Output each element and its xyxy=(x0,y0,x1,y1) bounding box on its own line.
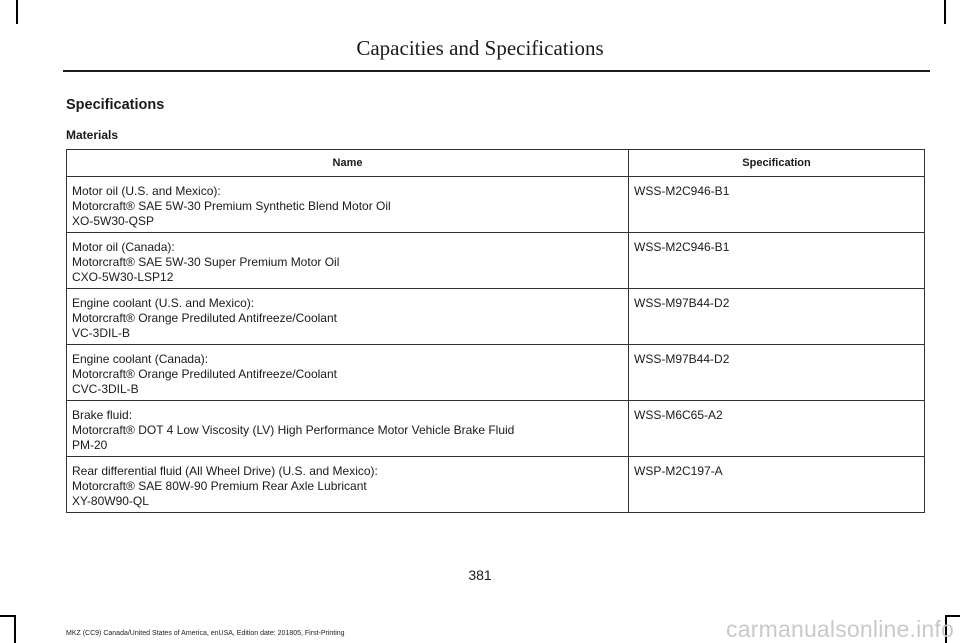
name-line: Motor oil (Canada): xyxy=(72,240,175,254)
name-line: CXO-5W30-LSP12 xyxy=(72,270,174,284)
name-line: XY-80W90-QL xyxy=(72,494,149,508)
specification-cell: WSS-M2C946-B1 xyxy=(629,233,925,289)
name-line: CVC-3DIL-B xyxy=(72,382,139,396)
name-line: VC-3DIL-B xyxy=(72,326,131,340)
name-cell xyxy=(67,233,629,289)
crop-mark-top-left xyxy=(16,0,18,24)
table-row xyxy=(67,345,925,401)
name-line: Engine coolant (U.S. and Mexico): xyxy=(72,296,255,310)
name-line: Brake fluid: xyxy=(72,408,133,422)
specification-cell: WSS-M97B44-D2 xyxy=(629,345,925,401)
table-row xyxy=(67,401,925,457)
name-line: Engine coolant (Canada): xyxy=(72,352,209,366)
name-line: Motor oil (U.S. and Mexico): xyxy=(72,184,221,198)
name-cell xyxy=(67,345,629,401)
crop-mark-top-right xyxy=(944,0,946,24)
name-cell xyxy=(67,289,629,345)
table-header-row xyxy=(67,150,925,177)
crop-mark-bottom-left-vertical xyxy=(14,615,16,643)
table-row xyxy=(67,177,925,233)
name-cell xyxy=(67,401,629,457)
column-header-name: Name xyxy=(67,150,629,177)
name-line: Motorcraft® Orange Prediluted Antifreeze/Coolant xyxy=(72,311,337,325)
name-cell xyxy=(67,177,629,233)
name-line: Motorcraft® SAE 5W-30 Super Premium Motor Oil xyxy=(72,255,340,269)
name-line: Motorcraft® Orange Prediluted Antifreeze/Coolant xyxy=(72,367,337,381)
specification-cell: WSS-M2C946-B1 xyxy=(629,177,925,233)
watermark-text: carmanualsonline.info xyxy=(726,616,954,642)
column-header-specification: Specification xyxy=(629,150,925,177)
table-row xyxy=(67,233,925,289)
name-line: Motorcraft® SAE 80W-90 Premium Rear Axle Lubricant xyxy=(72,479,367,493)
footer-edition-text: MKZ (CC9) Canada/United States of America, enUSA, Edition date: 201805, First-Printing xyxy=(66,630,345,637)
specification-cell: WSP-M2C197-A xyxy=(629,457,925,513)
name-line: Motorcraft® DOT 4 Low Viscosity (LV) High Performance Motor Vehicle Brake Fluid xyxy=(72,423,515,437)
specification-cell: WSS-M6C65-A2 xyxy=(629,401,925,457)
name-line: XO-5W30-QSP xyxy=(72,214,155,228)
name-line: Rear differential fluid (All Wheel Drive) (U.S. and Mexico): xyxy=(72,464,378,478)
chapter-title: Capacities and Specifications xyxy=(356,36,604,60)
specification-cell: WSS-M97B44-D2 xyxy=(629,289,925,345)
page-number: 381 xyxy=(468,567,492,583)
name-line: Motorcraft® SAE 5W-30 Premium Synthetic Blend Motor Oil xyxy=(72,199,391,213)
table-row xyxy=(67,457,925,513)
header-rule xyxy=(63,70,930,72)
crop-mark-bottom-left-horizontal xyxy=(0,615,14,617)
subsection-heading: Materials xyxy=(66,128,119,142)
materials-table xyxy=(66,149,925,513)
section-heading: Specifications xyxy=(66,97,165,113)
name-cell xyxy=(67,457,629,513)
name-line: PM-20 xyxy=(72,438,108,452)
table-row xyxy=(67,289,925,345)
